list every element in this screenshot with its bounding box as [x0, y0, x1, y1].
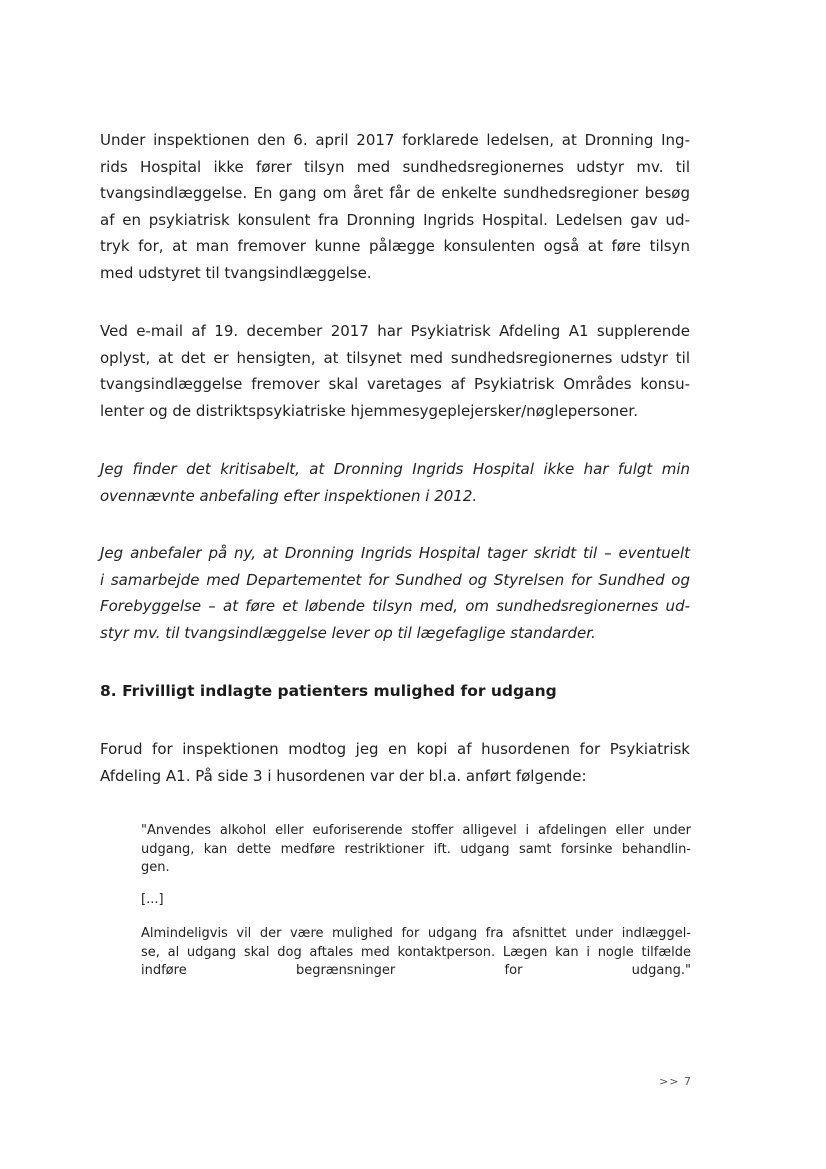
text-line: Afdeling A1. På side 3 i husordenen var der bl.a. anført følgende:	[100, 766, 587, 785]
quote-line: indføre begrænsninger for udgang."	[141, 963, 691, 978]
paragraph-inspection-findings	[100, 127, 690, 286]
text-line: tvangsindlæggelse. En gang om året får de enkelte sundhedsregioner besøg	[100, 184, 690, 202]
text-line: tvangsindlæggelse fremover skal varetages af Psykiatrisk Områdes konsu-	[100, 375, 690, 393]
paragraph-recommendation	[100, 540, 690, 646]
text-line: lenter og de distriktspsykiatriske hjemmesygeplejersker/nøglepersoner.	[100, 401, 638, 420]
quote-line: "Anvendes alkohol eller euforiserende stoffer alligevel i afdelingen eller under	[141, 823, 691, 838]
quote-line: se, al udgang skal dog aftales med kontaktperson. Lægen kan i nogle tilfælde	[141, 944, 691, 960]
text-line: styr mv. til tvangsindlæggelse lever op til lægefaglige standarder.	[100, 623, 596, 642]
text-line: Ved e-mail af 19. december 2017 har Psykiatrisk Afdeling A1 supplerende	[100, 322, 690, 340]
text-line: Forud for inspektionen modtog jeg en kopi af husordenen for Psykiatrisk	[100, 740, 690, 758]
text-line: Jeg anbefaler på ny, at Dronning Ingrids Hospital tager skridt til – eventuelt	[100, 544, 690, 562]
quote-line: gen.	[141, 860, 170, 875]
text-line: Jeg finder det kritisabelt, at Dronning Ingrids Hospital ikke har fulgt min	[100, 460, 690, 478]
text-line: af en psykiatrisk konsulent fra Dronning Ingrids Hospital. Ledelsen gav ud-	[100, 210, 690, 229]
page-number: >> 7	[659, 1075, 692, 1088]
quote-block-leave	[141, 925, 691, 981]
text-line: oplyst, at det er hensigten, at tilsynet med sundhedsregionernes udstyr til	[100, 348, 690, 367]
paragraph-house-rules-intro	[100, 736, 690, 789]
quote-line: udgang, kan dette medføre restriktioner ift. udgang samt forsinke behandlin-	[141, 841, 691, 857]
text-line: Forebyggelse – at føre et løbende tilsyn med, om sundhedsregionernes ud-	[100, 597, 690, 615]
text-line: tryk for, at man fremover kunne pålægge konsulenten også at føre tilsyn	[100, 237, 690, 255]
text-line: Under inspektionen den 6. april 2017 forklarede ledelsen, at Dronning Ing-	[100, 131, 690, 149]
text-line: i samarbejde med Departementet for Sundhed og Styrelsen for Sundhed og	[100, 570, 690, 589]
quote-block-alcohol	[141, 822, 691, 878]
quote-line: Almindeligvis vil der være mulighed for udgang fra afsnittet under indlæggel-	[141, 926, 691, 941]
text-line: ovennævnte anbefaling efter inspektionen i 2012.	[100, 486, 478, 505]
text-line: med udstyret til tvangsindlæggelse.	[100, 263, 372, 282]
section-heading: 8. Frivilligt indlagte patienters mulighed for udgang	[100, 682, 557, 700]
paragraph-email-update	[100, 318, 690, 424]
paragraph-criticism	[100, 456, 690, 509]
text-line: rids Hospital ikke fører tilsyn med sundhedsregionernes udstyr mv. til	[100, 157, 690, 176]
quote-ellipsis: [...]	[141, 892, 164, 907]
